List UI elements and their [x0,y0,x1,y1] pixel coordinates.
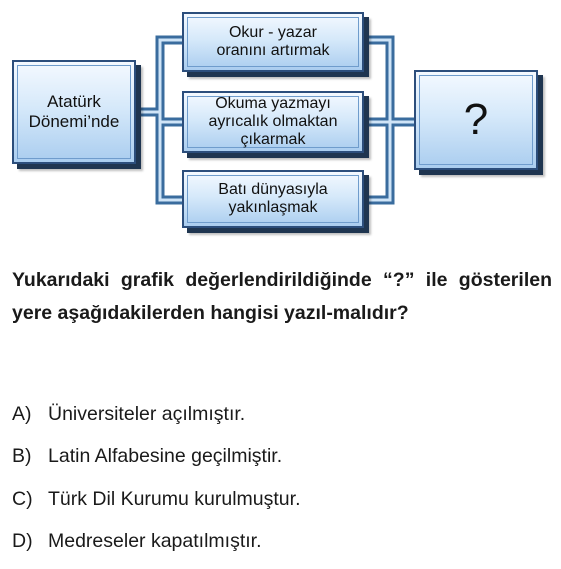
branch-box-3-label: Batı dünyasıyla yakınlaşmak [218,181,328,216]
option-a-letter: A) [12,402,32,425]
option-b-letter: B) [12,445,32,468]
branch-box-1-label: Okur - yazar oranını artırmak [216,24,330,59]
answer-options [12,393,552,563]
option-c-text: Türk Dil Kurumu kurulmuştur. [48,487,301,510]
option-d-letter: D) [12,530,33,553]
target-box [414,70,538,170]
option-d[interactable] [12,521,552,564]
option-a-text: Üniversiteler açılmıştır. [48,402,246,425]
source-box [12,60,136,164]
option-b-text: Latin Alfabesine geçilmiştir. [48,445,283,468]
option-c[interactable] [12,478,552,521]
option-a[interactable] [12,393,552,436]
source-box-label: Atatürk Dönemi’nde [28,92,120,131]
option-c-letter: C) [12,487,33,510]
option-b[interactable] [12,436,552,479]
branch-box-2 [182,91,364,153]
branch-box-2-label: Okuma yazmayı ayrıcalık olmaktan çıkarmak [208,95,338,148]
branch-box-1 [182,12,364,72]
question-mark: ? [463,95,489,144]
branch-box-3 [182,170,364,228]
question-text: Yukarıdaki grafik değerlendirildiğinde “?” ile gösterilen yere aşağıdakilerden hangisi yazıl-malıdır? [12,269,552,324]
flow-diagram [0,0,561,240]
option-d-text: Medreseler kapatılmıştır. [48,530,262,553]
